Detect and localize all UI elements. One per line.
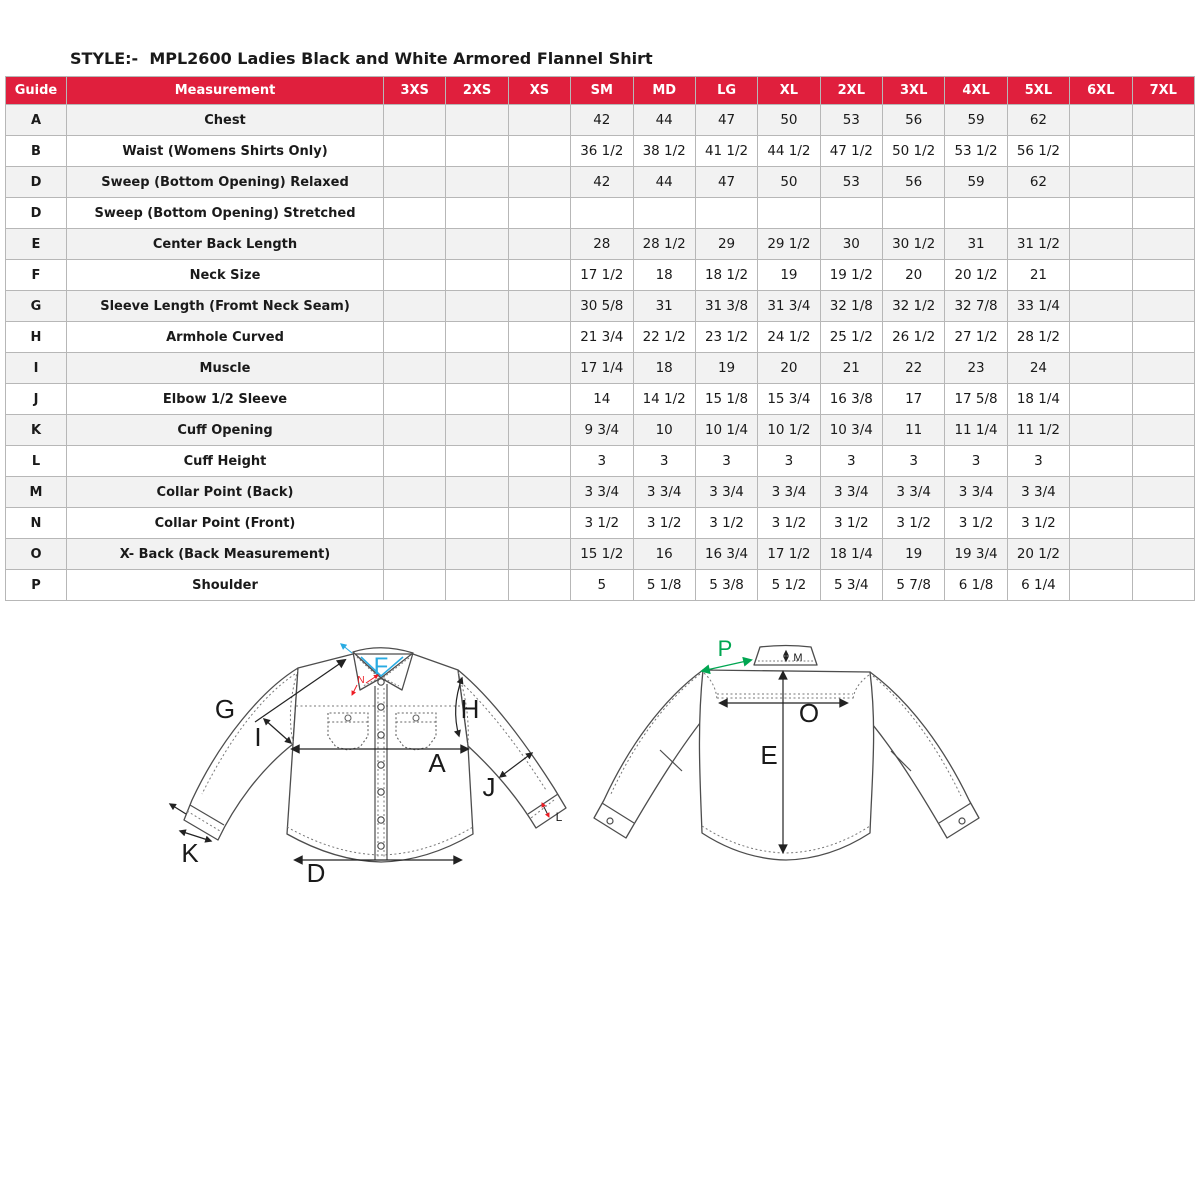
- value-cell-lg: 31 3/8: [695, 291, 757, 322]
- value-cell-4xl: 59: [945, 105, 1007, 136]
- value-cell-lg: 16 3/4: [695, 539, 757, 570]
- value-cell-xs: [508, 477, 570, 508]
- measurement-cell: Chest: [67, 105, 384, 136]
- column-header-6xl: 6XL: [1070, 77, 1132, 105]
- value-cell-md: [633, 198, 695, 229]
- value-cell-2xl: 21: [820, 353, 882, 384]
- column-header-3xs: 3XS: [384, 77, 446, 105]
- value-cell-4xl: 3 3/4: [945, 477, 1007, 508]
- guide-cell: O: [6, 539, 67, 570]
- label-n: N: [357, 675, 365, 686]
- value-cell-3xs: [384, 291, 446, 322]
- table-row-g-6: [6, 291, 1195, 322]
- value-cell-3xl: 56: [883, 105, 945, 136]
- guide-cell: D: [6, 198, 67, 229]
- label-k: K: [181, 838, 199, 868]
- table-row-a-0: [6, 105, 1195, 136]
- measurement-cell: Sweep (Bottom Opening) Stretched: [67, 198, 384, 229]
- value-cell-6xl: [1070, 539, 1132, 570]
- value-cell-xl: 3 1/2: [758, 508, 820, 539]
- value-cell-md: 31: [633, 291, 695, 322]
- measurement-cell: Shoulder: [67, 570, 384, 601]
- value-cell-lg: 19: [695, 353, 757, 384]
- value-cell-7xl: [1132, 136, 1195, 167]
- value-cell-xs: [508, 167, 570, 198]
- value-cell-xl: 19: [758, 260, 820, 291]
- column-header-md: MD: [633, 77, 695, 105]
- value-cell-3xl: 3 3/4: [883, 477, 945, 508]
- value-cell-6xl: [1070, 446, 1132, 477]
- value-cell-2xs: [446, 446, 508, 477]
- guide-cell: H: [6, 322, 67, 353]
- value-cell-sm: 3 3/4: [571, 477, 633, 508]
- value-cell-lg: 3: [695, 446, 757, 477]
- value-cell-4xl: 6 1/8: [945, 570, 1007, 601]
- column-header-3xl: 3XL: [883, 77, 945, 105]
- guide-cell: I: [6, 353, 67, 384]
- value-cell-sm: 5: [571, 570, 633, 601]
- column-header-2xs: 2XS: [446, 77, 508, 105]
- table-row-f-5: [6, 260, 1195, 291]
- guide-cell: K: [6, 415, 67, 446]
- column-header-2xl: 2XL: [820, 77, 882, 105]
- value-cell-md: 3 3/4: [633, 477, 695, 508]
- measurement-cell: Cuff Height: [67, 446, 384, 477]
- value-cell-md: 38 1/2: [633, 136, 695, 167]
- table-row-i-8: [6, 353, 1195, 384]
- guide-cell: P: [6, 570, 67, 601]
- value-cell-3xl: 30 1/2: [883, 229, 945, 260]
- value-cell-2xs: [446, 136, 508, 167]
- value-cell-2xl: 30: [820, 229, 882, 260]
- value-cell-5xl: [1007, 198, 1069, 229]
- value-cell-2xs: [446, 198, 508, 229]
- value-cell-4xl: 3 1/2: [945, 508, 1007, 539]
- value-cell-2xs: [446, 508, 508, 539]
- value-cell-lg: 23 1/2: [695, 322, 757, 353]
- guide-cell: A: [6, 105, 67, 136]
- value-cell-3xl: 20: [883, 260, 945, 291]
- value-cell-md: 16: [633, 539, 695, 570]
- value-cell-2xl: 3 1/2: [820, 508, 882, 539]
- value-cell-2xl: 18 1/4: [820, 539, 882, 570]
- value-cell-6xl: [1070, 477, 1132, 508]
- value-cell-3xl: 32 1/2: [883, 291, 945, 322]
- value-cell-5xl: 21: [1007, 260, 1069, 291]
- value-cell-2xl: 47 1/2: [820, 136, 882, 167]
- back-shirt-diagram: [590, 628, 1070, 913]
- value-cell-2xl: [820, 198, 882, 229]
- value-cell-3xs: [384, 229, 446, 260]
- value-cell-2xs: [446, 415, 508, 446]
- column-header-lg: LG: [695, 77, 757, 105]
- value-cell-5xl: 11 1/2: [1007, 415, 1069, 446]
- column-header-4xl: 4XL: [945, 77, 1007, 105]
- value-cell-2xl: 53: [820, 105, 882, 136]
- value-cell-xl: 15 3/4: [758, 384, 820, 415]
- guide-cell: D: [6, 167, 67, 198]
- column-header-guide: Guide: [6, 77, 67, 105]
- value-cell-lg: 15 1/8: [695, 384, 757, 415]
- measurement-cell: Muscle: [67, 353, 384, 384]
- value-cell-3xs: [384, 353, 446, 384]
- value-cell-2xs: [446, 477, 508, 508]
- guide-cell: F: [6, 260, 67, 291]
- value-cell-lg: 29: [695, 229, 757, 260]
- value-cell-7xl: [1132, 198, 1195, 229]
- value-cell-2xl: 10 3/4: [820, 415, 882, 446]
- value-cell-4xl: [945, 198, 1007, 229]
- value-cell-2xl: 16 3/8: [820, 384, 882, 415]
- value-cell-md: 5 1/8: [633, 570, 695, 601]
- value-cell-lg: 47: [695, 105, 757, 136]
- value-cell-3xl: 17: [883, 384, 945, 415]
- value-cell-md: 44: [633, 105, 695, 136]
- value-cell-3xs: [384, 446, 446, 477]
- value-cell-xs: [508, 136, 570, 167]
- value-cell-sm: 9 3/4: [571, 415, 633, 446]
- value-cell-xs: [508, 322, 570, 353]
- value-cell-sm: 15 1/2: [571, 539, 633, 570]
- value-cell-7xl: [1132, 446, 1195, 477]
- value-cell-6xl: [1070, 198, 1132, 229]
- value-cell-2xs: [446, 260, 508, 291]
- label-o: O: [798, 698, 820, 728]
- table-row-n-13: [6, 508, 1195, 539]
- value-cell-xl: 50: [758, 105, 820, 136]
- value-cell-5xl: 28 1/2: [1007, 322, 1069, 353]
- value-cell-3xl: 11: [883, 415, 945, 446]
- value-cell-2xl: 32 1/8: [820, 291, 882, 322]
- value-cell-5xl: 3 3/4: [1007, 477, 1069, 508]
- guide-cell: J: [6, 384, 67, 415]
- value-cell-xs: [508, 105, 570, 136]
- value-cell-2xl: 19 1/2: [820, 260, 882, 291]
- value-cell-sm: 42: [571, 105, 633, 136]
- value-cell-5xl: 33 1/4: [1007, 291, 1069, 322]
- value-cell-lg: 18 1/2: [695, 260, 757, 291]
- measurement-cell: Sweep (Bottom Opening) Relaxed: [67, 167, 384, 198]
- value-cell-2xl: 3 3/4: [820, 477, 882, 508]
- value-cell-3xs: [384, 570, 446, 601]
- value-cell-2xs: [446, 167, 508, 198]
- value-cell-xl: 24 1/2: [758, 322, 820, 353]
- value-cell-3xs: [384, 477, 446, 508]
- value-cell-sm: 42: [571, 167, 633, 198]
- size-chart-table: [5, 76, 1195, 601]
- value-cell-lg: 41 1/2: [695, 136, 757, 167]
- table-row-k-10: [6, 415, 1195, 446]
- value-cell-5xl: 24: [1007, 353, 1069, 384]
- value-cell-5xl: 62: [1007, 167, 1069, 198]
- label-d: D: [306, 858, 326, 888]
- value-cell-3xl: 26 1/2: [883, 322, 945, 353]
- value-cell-3xs: [384, 105, 446, 136]
- value-cell-sm: 14: [571, 384, 633, 415]
- table-row-j-9: [6, 384, 1195, 415]
- value-cell-6xl: [1070, 291, 1132, 322]
- value-cell-6xl: [1070, 167, 1132, 198]
- value-cell-6xl: [1070, 260, 1132, 291]
- guide-cell: B: [6, 136, 67, 167]
- value-cell-2xs: [446, 384, 508, 415]
- value-cell-xl: 31 3/4: [758, 291, 820, 322]
- value-cell-5xl: 62: [1007, 105, 1069, 136]
- value-cell-xl: 44 1/2: [758, 136, 820, 167]
- value-cell-7xl: [1132, 415, 1195, 446]
- value-cell-xl: 3 3/4: [758, 477, 820, 508]
- value-cell-md: 18: [633, 353, 695, 384]
- value-cell-md: 3 1/2: [633, 508, 695, 539]
- value-cell-xl: 10 1/2: [758, 415, 820, 446]
- table-body: [6, 105, 1195, 601]
- value-cell-2xl: 3: [820, 446, 882, 477]
- guide-cell: E: [6, 229, 67, 260]
- value-cell-xs: [508, 229, 570, 260]
- value-cell-6xl: [1070, 384, 1132, 415]
- label-l: L: [555, 810, 563, 824]
- value-cell-3xl: 22: [883, 353, 945, 384]
- value-cell-5xl: 3: [1007, 446, 1069, 477]
- value-cell-3xl: 3 1/2: [883, 508, 945, 539]
- value-cell-xs: [508, 570, 570, 601]
- column-header-sm: SM: [571, 77, 633, 105]
- value-cell-3xs: [384, 136, 446, 167]
- value-cell-2xs: [446, 291, 508, 322]
- value-cell-2xl: 25 1/2: [820, 322, 882, 353]
- value-cell-sm: 3: [571, 446, 633, 477]
- value-cell-xs: [508, 539, 570, 570]
- label-m: M: [793, 652, 803, 664]
- value-cell-sm: 30 5/8: [571, 291, 633, 322]
- value-cell-3xs: [384, 415, 446, 446]
- measurement-cell: Collar Point (Back): [67, 477, 384, 508]
- measurement-cell: X- Back (Back Measurement): [67, 539, 384, 570]
- guide-cell: N: [6, 508, 67, 539]
- value-cell-md: 14 1/2: [633, 384, 695, 415]
- measurement-cell: Waist (Womens Shirts Only): [67, 136, 384, 167]
- value-cell-3xl: 50 1/2: [883, 136, 945, 167]
- front-shirt-diagram: [90, 628, 610, 918]
- value-cell-6xl: [1070, 322, 1132, 353]
- value-cell-6xl: [1070, 136, 1132, 167]
- value-cell-6xl: [1070, 229, 1132, 260]
- guide-cell: L: [6, 446, 67, 477]
- value-cell-3xs: [384, 508, 446, 539]
- value-cell-4xl: 3: [945, 446, 1007, 477]
- value-cell-xl: 3: [758, 446, 820, 477]
- value-cell-6xl: [1070, 353, 1132, 384]
- value-cell-5xl: 20 1/2: [1007, 539, 1069, 570]
- value-cell-3xl: 56: [883, 167, 945, 198]
- value-cell-6xl: [1070, 570, 1132, 601]
- value-cell-xs: [508, 260, 570, 291]
- column-header-xs: XS: [508, 77, 570, 105]
- value-cell-2xs: [446, 105, 508, 136]
- value-cell-4xl: 19 3/4: [945, 539, 1007, 570]
- value-cell-2xs: [446, 570, 508, 601]
- value-cell-xl: 29 1/2: [758, 229, 820, 260]
- value-cell-md: 28 1/2: [633, 229, 695, 260]
- value-cell-4xl: 23: [945, 353, 1007, 384]
- value-cell-lg: [695, 198, 757, 229]
- value-cell-2xs: [446, 322, 508, 353]
- value-cell-3xs: [384, 260, 446, 291]
- value-cell-5xl: 18 1/4: [1007, 384, 1069, 415]
- value-cell-6xl: [1070, 508, 1132, 539]
- value-cell-4xl: 20 1/2: [945, 260, 1007, 291]
- label-g: G: [214, 694, 236, 724]
- value-cell-sm: 28: [571, 229, 633, 260]
- value-cell-md: 10: [633, 415, 695, 446]
- measurement-cell: Neck Size: [67, 260, 384, 291]
- value-cell-xs: [508, 384, 570, 415]
- value-cell-md: 44: [633, 167, 695, 198]
- value-cell-3xl: [883, 198, 945, 229]
- value-cell-3xl: 19: [883, 539, 945, 570]
- value-cell-4xl: 31: [945, 229, 1007, 260]
- measurement-cell: Cuff Opening: [67, 415, 384, 446]
- value-cell-7xl: [1132, 229, 1195, 260]
- value-cell-lg: 3 1/2: [695, 508, 757, 539]
- value-cell-xs: [508, 291, 570, 322]
- value-cell-5xl: 31 1/2: [1007, 229, 1069, 260]
- value-cell-xs: [508, 446, 570, 477]
- column-header-5xl: 5XL: [1007, 77, 1069, 105]
- value-cell-4xl: 53 1/2: [945, 136, 1007, 167]
- table-row-m-12: [6, 477, 1195, 508]
- value-cell-md: 18: [633, 260, 695, 291]
- value-cell-sm: 3 1/2: [571, 508, 633, 539]
- value-cell-3xs: [384, 198, 446, 229]
- value-cell-xl: 17 1/2: [758, 539, 820, 570]
- value-cell-2xs: [446, 229, 508, 260]
- value-cell-xs: [508, 353, 570, 384]
- value-cell-3xs: [384, 539, 446, 570]
- table-row-p-15: [6, 570, 1195, 601]
- value-cell-lg: 5 3/8: [695, 570, 757, 601]
- value-cell-sm: 17 1/2: [571, 260, 633, 291]
- value-cell-3xl: 5 7/8: [883, 570, 945, 601]
- back-torso: [699, 670, 873, 860]
- table-row-l-11: [6, 446, 1195, 477]
- value-cell-sm: 36 1/2: [571, 136, 633, 167]
- value-cell-xl: [758, 198, 820, 229]
- value-cell-7xl: [1132, 508, 1195, 539]
- value-cell-4xl: 27 1/2: [945, 322, 1007, 353]
- value-cell-2xs: [446, 353, 508, 384]
- value-cell-lg: 47: [695, 167, 757, 198]
- measurement-cell: Elbow 1/2 Sleeve: [67, 384, 384, 415]
- column-header-xl: XL: [758, 77, 820, 105]
- header-row: [6, 77, 1195, 105]
- measurement-cell: Collar Point (Front): [67, 508, 384, 539]
- value-cell-4xl: 59: [945, 167, 1007, 198]
- value-cell-3xs: [384, 322, 446, 353]
- measurement-cell: Armhole Curved: [67, 322, 384, 353]
- value-cell-4xl: 17 5/8: [945, 384, 1007, 415]
- value-cell-3xs: [384, 384, 446, 415]
- value-cell-md: 3: [633, 446, 695, 477]
- value-cell-5xl: 6 1/4: [1007, 570, 1069, 601]
- value-cell-3xs: [384, 167, 446, 198]
- column-header-7xl: 7XL: [1132, 77, 1195, 105]
- value-cell-2xl: 53: [820, 167, 882, 198]
- label-f: F: [373, 653, 389, 680]
- value-cell-7xl: [1132, 539, 1195, 570]
- label-i: I: [254, 722, 262, 752]
- value-cell-xl: 20: [758, 353, 820, 384]
- value-cell-xs: [508, 415, 570, 446]
- value-cell-7xl: [1132, 322, 1195, 353]
- value-cell-7xl: [1132, 570, 1195, 601]
- value-cell-4xl: 11 1/4: [945, 415, 1007, 446]
- label-p: P: [717, 636, 733, 661]
- value-cell-7xl: [1132, 105, 1195, 136]
- table-row-b-1: [6, 136, 1195, 167]
- label-e: E: [760, 740, 778, 770]
- page-title: STYLE:- MPL2600 Ladies Black and White Armored Flannel Shirt: [70, 49, 653, 68]
- column-header-measurement: Measurement: [67, 77, 384, 105]
- value-cell-sm: 17 1/4: [571, 353, 633, 384]
- value-cell-7xl: [1132, 167, 1195, 198]
- value-cell-xl: 50: [758, 167, 820, 198]
- label-a: A: [428, 748, 446, 778]
- value-cell-7xl: [1132, 260, 1195, 291]
- value-cell-7xl: [1132, 353, 1195, 384]
- value-cell-xl: 5 1/2: [758, 570, 820, 601]
- value-cell-7xl: [1132, 477, 1195, 508]
- table-row-o-14: [6, 539, 1195, 570]
- value-cell-2xl: 5 3/4: [820, 570, 882, 601]
- label-h: H: [460, 694, 480, 724]
- value-cell-3xl: 3: [883, 446, 945, 477]
- value-cell-7xl: [1132, 384, 1195, 415]
- value-cell-md: 22 1/2: [633, 322, 695, 353]
- guide-cell: G: [6, 291, 67, 322]
- value-cell-6xl: [1070, 105, 1132, 136]
- value-cell-sm: 21 3/4: [571, 322, 633, 353]
- value-cell-2xs: [446, 539, 508, 570]
- value-cell-4xl: 32 7/8: [945, 291, 1007, 322]
- table-row-h-7: [6, 322, 1195, 353]
- table-row-d-2: [6, 167, 1195, 198]
- value-cell-7xl: [1132, 291, 1195, 322]
- value-cell-5xl: 3 1/2: [1007, 508, 1069, 539]
- measurement-cell: Sleeve Length (Fromt Neck Seam): [67, 291, 384, 322]
- measurement-cell: Center Back Length: [67, 229, 384, 260]
- guide-cell: M: [6, 477, 67, 508]
- value-cell-lg: 10 1/4: [695, 415, 757, 446]
- value-cell-6xl: [1070, 415, 1132, 446]
- label-j: J: [482, 772, 496, 802]
- value-cell-lg: 3 3/4: [695, 477, 757, 508]
- value-cell-sm: [571, 198, 633, 229]
- table-row-d-3: [6, 198, 1195, 229]
- value-cell-xs: [508, 198, 570, 229]
- value-cell-5xl: 56 1/2: [1007, 136, 1069, 167]
- table-row-e-4: [6, 229, 1195, 260]
- value-cell-xs: [508, 508, 570, 539]
